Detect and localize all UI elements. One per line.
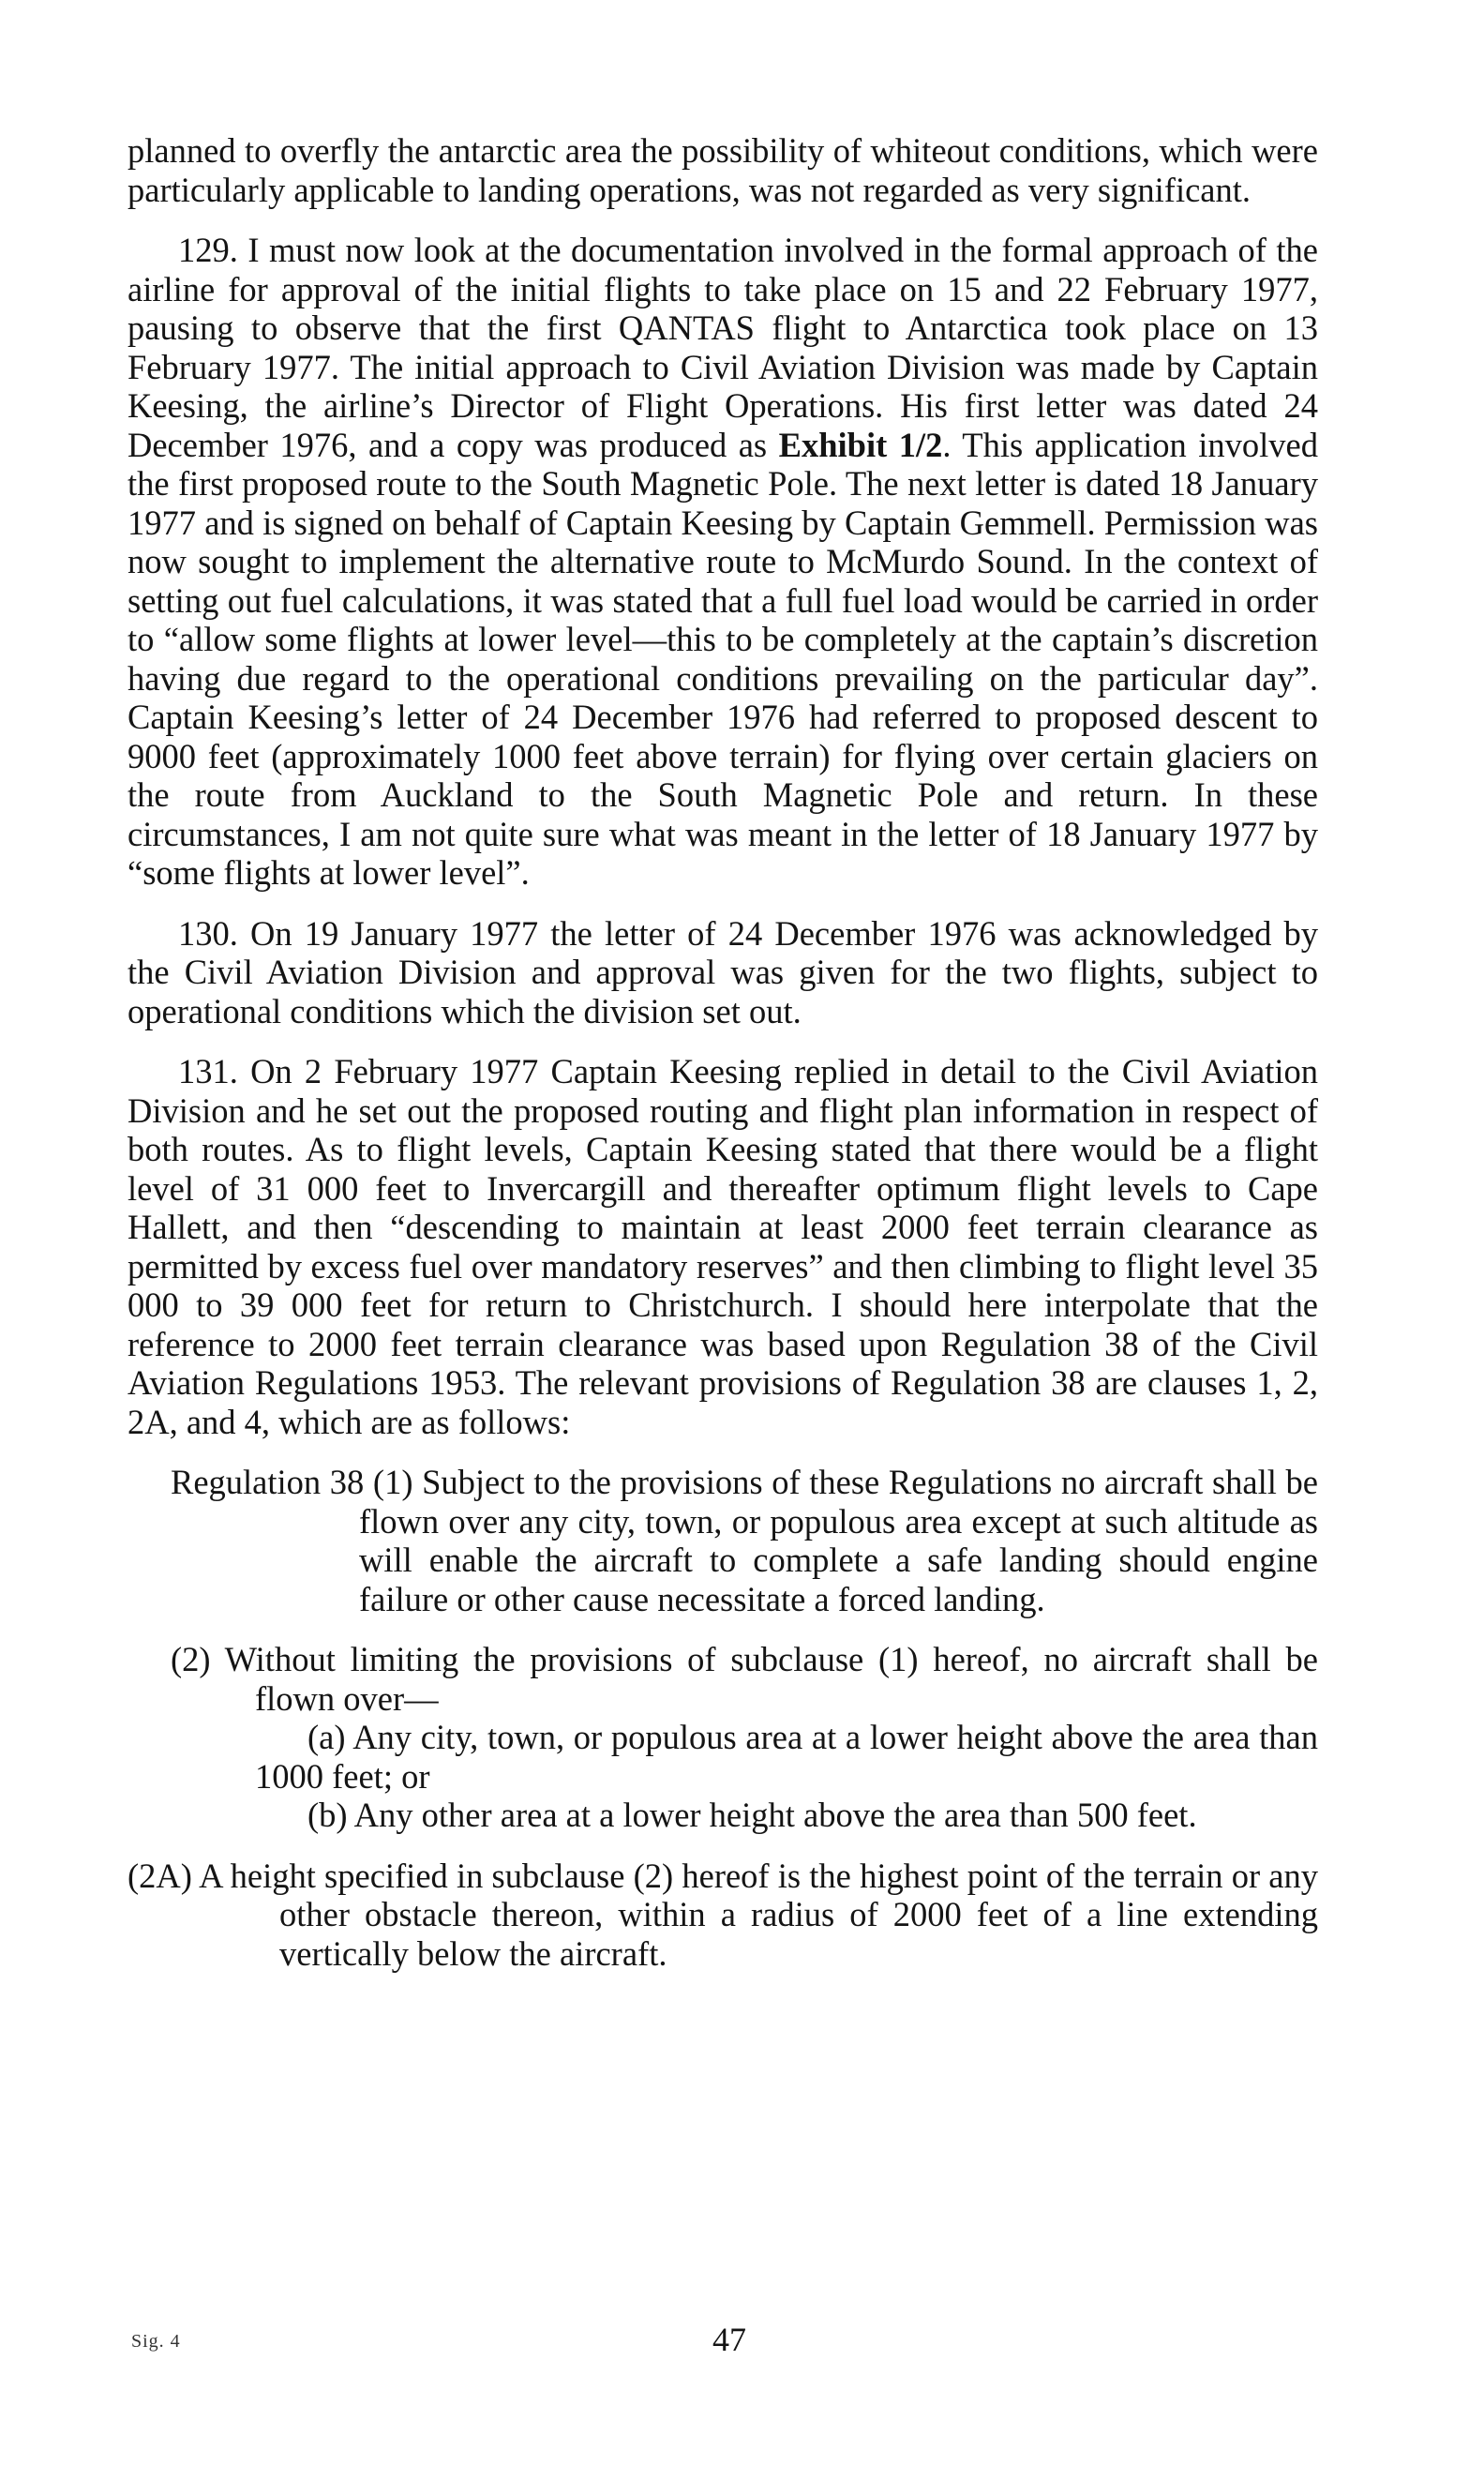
regulation-clause-2-item-a: (a) Any city, town, or populous area at a lower height above the area than 1000 feet; or bbox=[255, 1718, 1318, 1796]
regulation-clause-2-item-b: (b) Any other area at a lower height above the area than 500 feet. bbox=[307, 1796, 1197, 1834]
exhibit-reference: Exhibit 1/2 bbox=[778, 425, 943, 464]
paragraph-130: 130. On 19 January 1977 the letter of 24 December 1976 was acknowledged by the Civil Aviation Division and approval was given for the two flights, subject to operational conditions which the division set out. bbox=[127, 913, 1318, 1030]
page-number: 47 bbox=[712, 2321, 746, 2358]
paragraph-129-text-after: . This application involved the first proposed route to the South Magnetic Pole. The next letter is dated 18 January 1977 and is signed on behalf of Captain Keesing by Captain Gemmell. Permission was now sought to implement the alternative route to McMurdo Sound. In the context of setting out fuel calculations, it was stated that a full fuel load would be carried in order to “allow some flights at lower level—this to be completely at the captain’s discretion having due regard to the operational conditions prevailing on the particular day”. Captain Keesing’s letter of 24 December 1976 had referred to proposed descent to 9000 feet (approximately 1000 feet above terrain) for flying over certain glaciers on the route from Auckland to the South Magnetic Pole and return. In these circumstances, I am not quite sure what was meant in the letter of 18 January 1977 by “some flights at lower level”. bbox=[127, 425, 1318, 892]
paragraph-129-text-before: 129. I must now look at the documentation involved in the formal approach of the airline for approval of the initial flights to take place on 15 and 22 February 1977, pausing to observe that the first QANTAS flight to Antarctica took place on 13 February 1977. The initial approach to Civil Aviation Division was made by Captain Keesing, the airline’s Director of Flight Operations. His first letter was dated 24 December 1976, and a copy was produced as bbox=[127, 231, 1318, 464]
regulation-clause-1: Regulation 38 (1) Subject to the provisions of these Regulations no aircraft shall be flown over any city, town, or populous area except at such altitude as will enable the aircraft to complete a safe landing should engine failure or other cause necessitate a forced landing. bbox=[171, 1463, 1318, 1618]
regulation-clause-2A: (2A) A height specified in subclause (2) hereof is the highest point of the terrain or any other obstacle thereon, within a radius of 2000 feet of a line extending vertically below the aircraft. bbox=[127, 1856, 1318, 1973]
paragraph-131: 131. On 2 February 1977 Captain Keesing replied in detail to the Civil Aviation Division and he set out the proposed routing and flight plan information in respect of both routes. As to flight levels, Captain Keesing stated that there would be a flight level of 31 000 feet to Invercargill and thereafter optimum flight levels to Cape Hallett, and then “descending to maintain at least 2000 feet terrain clearance as permitted by excess fuel over mandatory reserves” and then climbing to flight level 35 000 to 39 000 feet for return to Christchurch. I should here interpolate that the reference to 2000 feet terrain clearance was based upon Regulation 38 of the Civil Aviation Regulations 1953. The relevant provisions of Regulation 38 are clauses 1, 2, 2A, and 4, which are as follows: bbox=[127, 1052, 1318, 1441]
regulation-clause-2-block bbox=[127, 1640, 1318, 1835]
paragraph-intro: planned to overfly the antarctic area the possibility of whiteout conditions, which were particularly applicable to landing operations, was not regarded as very significant. bbox=[127, 131, 1318, 209]
regulation-clause-2: (2) Without limiting the provisions of subclause (1) hereof, no aircraft shall be flown over— bbox=[171, 1640, 1318, 1718]
paragraph-129 bbox=[127, 231, 1318, 893]
page-body bbox=[127, 131, 1318, 1973]
signature-mark: Sig. 4 bbox=[131, 2331, 181, 2352]
